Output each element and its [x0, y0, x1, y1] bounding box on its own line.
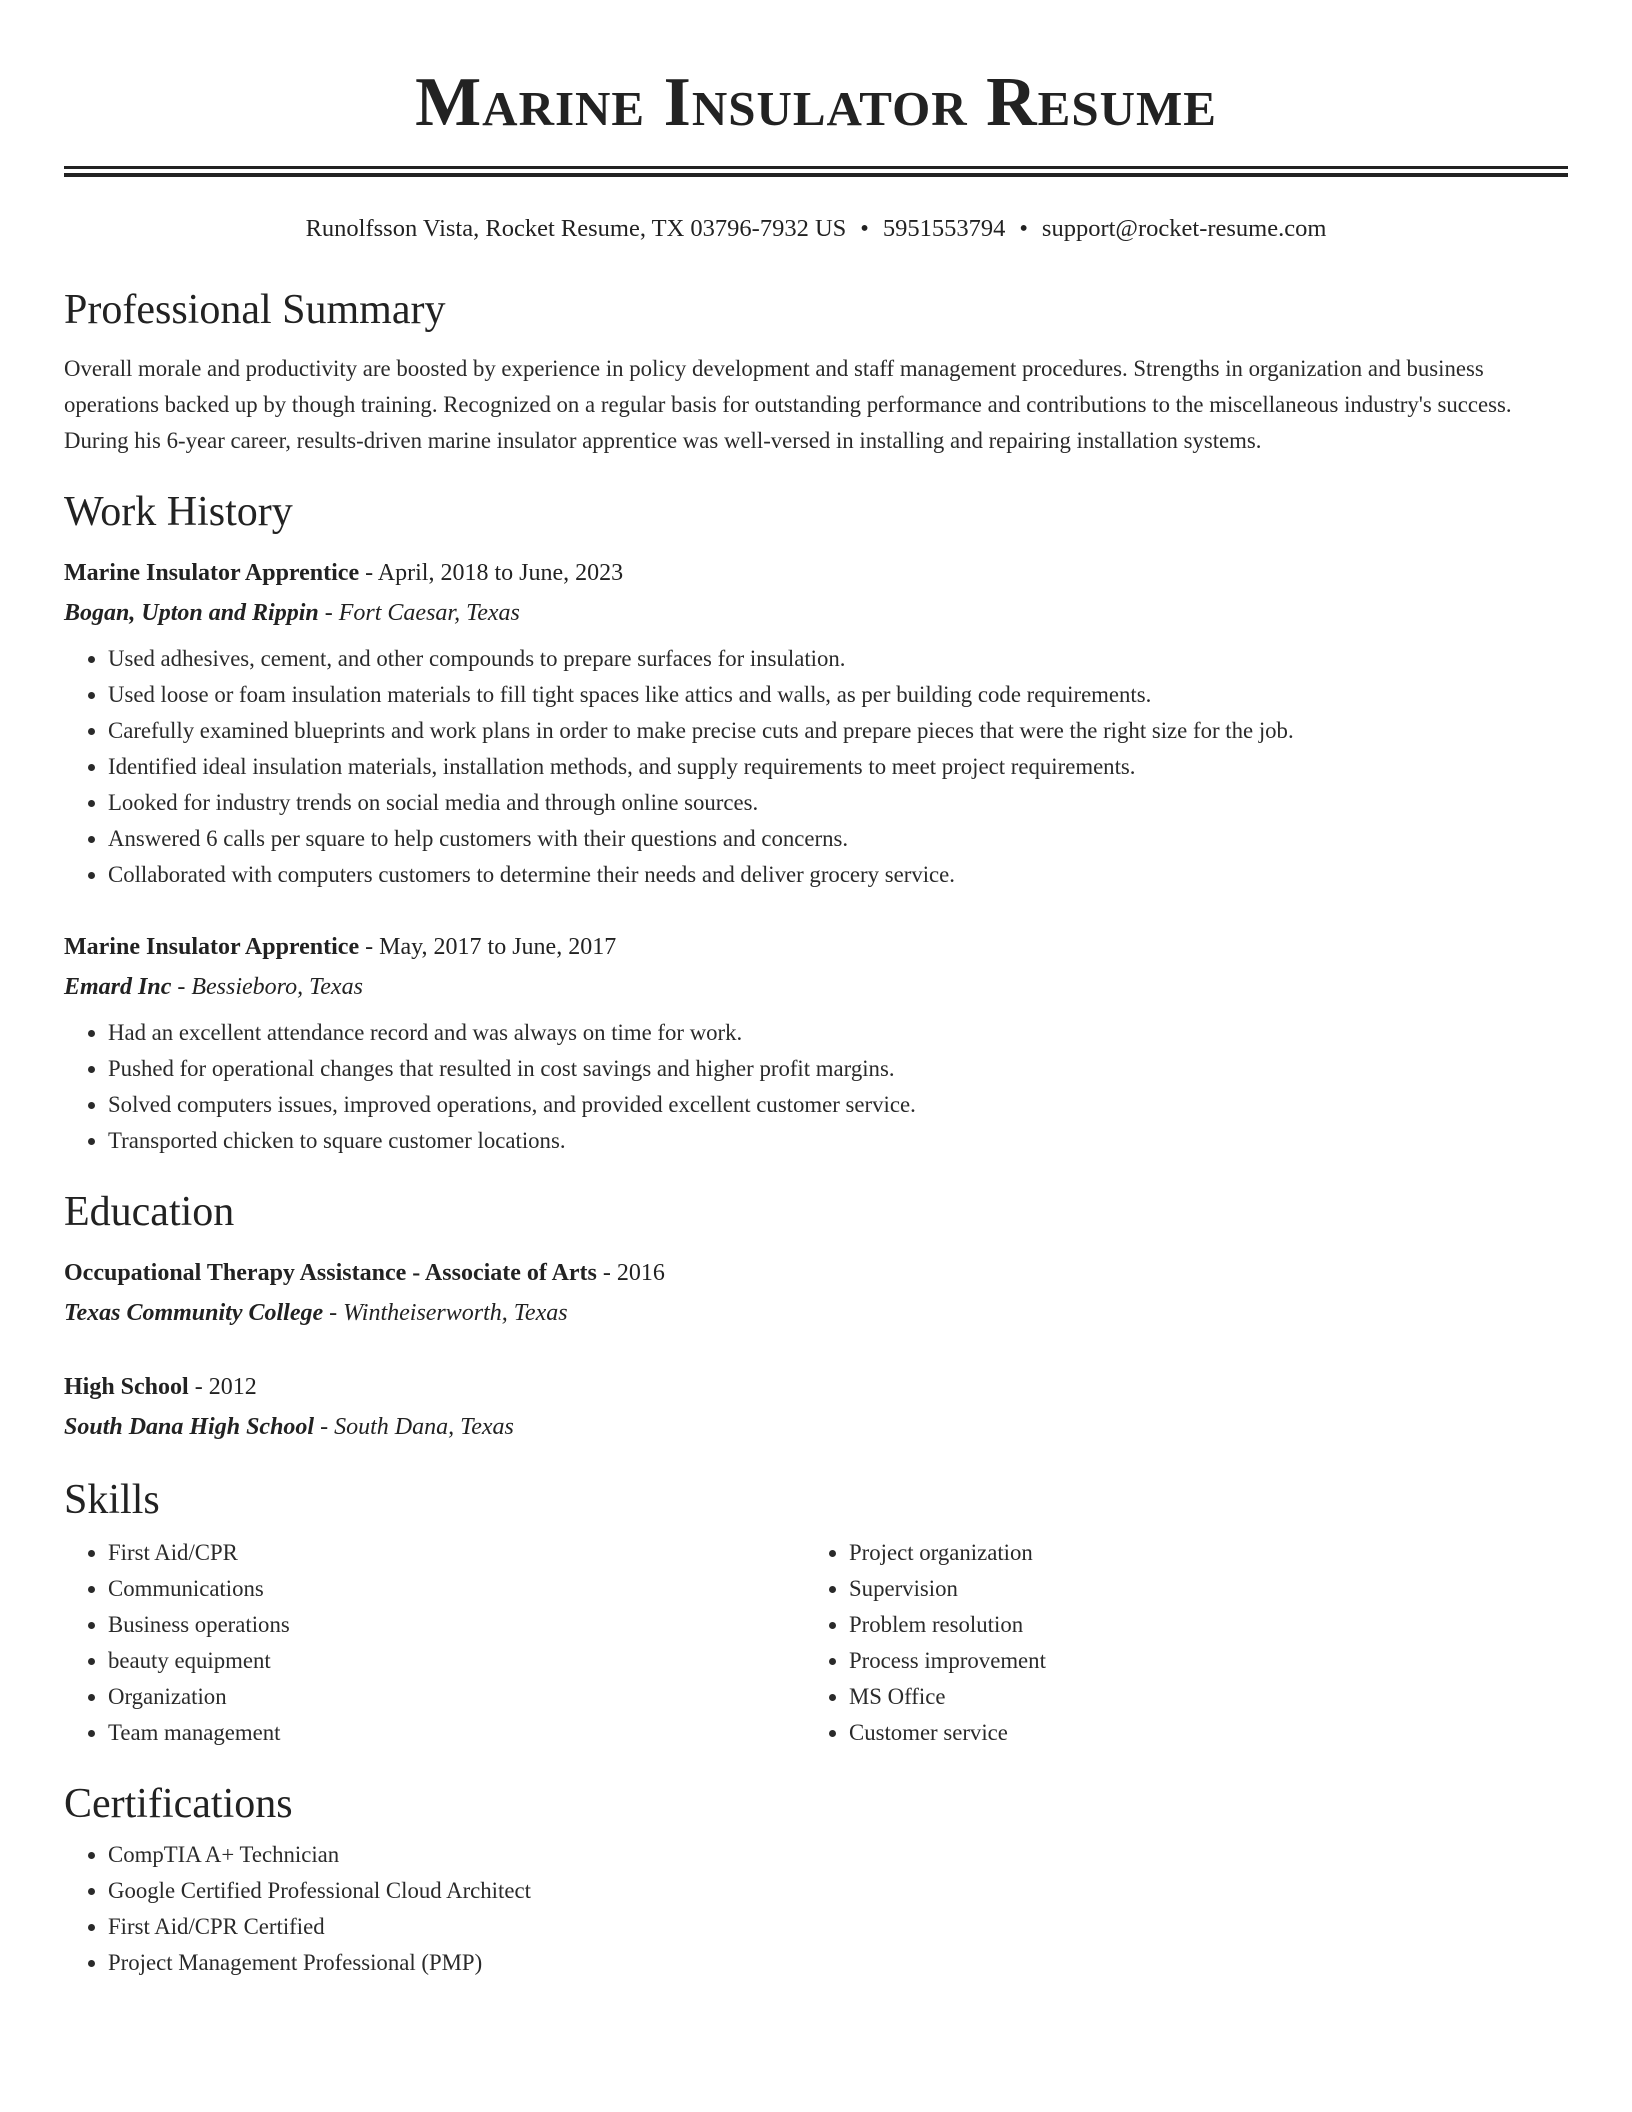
list-item: • Used adhesives, cement, and other compounds to prepare surfaces for insulation.: [108, 641, 1568, 677]
skills-right-column: [805, 1535, 1546, 1751]
skill-item: • beauty equipment: [108, 1643, 805, 1679]
education-location: - Wintheiserworth, Texas: [323, 1300, 568, 1326]
education-school: South Dana High School: [64, 1414, 315, 1440]
skill-item: • Project organization: [849, 1535, 1546, 1571]
list-item: • Transported chicken to square customer locations.: [108, 1123, 1568, 1159]
education-entry: [64, 1253, 1568, 1333]
skills-heading: Skills: [64, 1477, 160, 1523]
skill-item: • Customer service: [849, 1715, 1546, 1751]
skill-item: • Team management: [108, 1715, 805, 1751]
education-year: - 2016: [596, 1260, 665, 1286]
skill-item: • Problem resolution: [849, 1607, 1546, 1643]
job-bullets: [64, 1015, 1568, 1159]
skill-item: • Organization: [108, 1679, 805, 1715]
job-bullets: [64, 641, 1568, 893]
list-item: • Looked for industry trends on social media and through online sources.: [108, 785, 1568, 821]
certification-item: • Google Certified Professional Cloud Architect: [108, 1873, 1568, 1909]
contact-email: support@rocket-resume.com: [1041, 215, 1327, 242]
certification-item: • CompTIA A+ Technician: [108, 1837, 1568, 1873]
list-item: • Used loose or foam insulation materials to fill tight spaces like attics and walls, as per building code requirements.: [108, 677, 1568, 713]
contact-phone: 5951553794: [882, 215, 1006, 242]
education-school-line: [64, 1293, 1568, 1333]
job-entry: [64, 927, 1568, 1159]
skill-item: • Communications: [108, 1571, 805, 1607]
skill-item: • Business operations: [108, 1607, 805, 1643]
education-location: - South Dana, Texas: [314, 1414, 514, 1440]
job-location: - Fort Caesar, Texas: [318, 600, 520, 626]
list-item: • Had an excellent attendance record and was always on time for work.: [108, 1015, 1568, 1051]
skills-left-column: [64, 1535, 805, 1751]
skill-item: • Process improvement: [849, 1643, 1546, 1679]
job-entry: [64, 553, 1568, 893]
job-title: Marine Insulator Apprentice: [64, 934, 360, 960]
job-dates: - May, 2017 to June, 2017: [359, 934, 617, 960]
education-school: Texas Community College: [64, 1300, 324, 1326]
job-title-line: [64, 927, 1568, 967]
certification-item: • First Aid/CPR Certified: [108, 1909, 1568, 1945]
work-history-heading: Work History: [64, 489, 293, 535]
list-item: • Collaborated with computers customers to determine their needs and deliver grocery service.: [108, 857, 1568, 893]
resume-title: Marine Insulator Resume: [415, 64, 1217, 141]
certifications-heading: Certifications: [64, 1781, 293, 1827]
job-company: Bogan, Upton and Rippin: [64, 600, 319, 626]
list-item: • Carefully examined blueprints and work plans in order to make precise cuts and prepare pieces that were the right size for the job.: [108, 713, 1568, 749]
education-heading: Education: [64, 1189, 235, 1235]
education-entry: [64, 1367, 1568, 1447]
job-title: Marine Insulator Apprentice: [64, 560, 360, 586]
skill-item: • MS Office: [849, 1679, 1546, 1715]
list-item: • Solved computers issues, improved operations, and provided excellent customer service.: [108, 1087, 1568, 1123]
list-item: • Identified ideal insulation materials, installation methods, and supply requirements to meet project requirements.: [108, 749, 1568, 785]
job-company-line: [64, 593, 1568, 633]
education-degree-line: [64, 1367, 1568, 1407]
education-degree-line: [64, 1253, 1568, 1293]
job-dates: - April, 2018 to June, 2023: [359, 560, 624, 586]
job-company-line: [64, 967, 1568, 1007]
contact-separator: •: [860, 215, 869, 242]
skill-item: • Supervision: [849, 1571, 1546, 1607]
summary-text: Overall morale and productivity are boosted by experience in policy development and staff management procedures. Strengths in organization and business operations backed up by though training. Recognized on a regular basis for outstanding performance and contributions to the miscellaneous industry's success. During his 6-year career, results-driven marine insulator apprentice was well-versed in installing and repairing installation systems.: [64, 356, 1512, 453]
job-title-line: [64, 553, 1568, 593]
education-degree: Occupational Therapy Assistance - Associate of Arts: [64, 1260, 597, 1286]
certifications-list: [64, 1837, 1568, 1981]
list-item: • Answered 6 calls per square to help customers with their questions and concerns.: [108, 821, 1568, 857]
title-divider: [64, 166, 1568, 177]
list-item: • Pushed for operational changes that resulted in cost savings and higher profit margins.: [108, 1051, 1568, 1087]
education-school-line: [64, 1407, 1568, 1447]
job-company: Emard Inc: [64, 974, 172, 1000]
education-year: - 2012: [188, 1374, 257, 1400]
skills-grid: [64, 1535, 1568, 1751]
contact-separator: •: [1019, 215, 1028, 242]
skill-item: • First Aid/CPR: [108, 1535, 805, 1571]
contact-address: Runolfsson Vista, Rocket Resume, TX 03796-7932 US: [305, 215, 847, 242]
job-location: - Bessieboro, Texas: [171, 974, 363, 1000]
contact-line: [64, 213, 1568, 245]
certification-item: • Project Management Professional (PMP): [108, 1945, 1568, 1981]
summary-heading: Professional Summary: [64, 287, 446, 333]
education-degree: High School: [64, 1374, 189, 1400]
